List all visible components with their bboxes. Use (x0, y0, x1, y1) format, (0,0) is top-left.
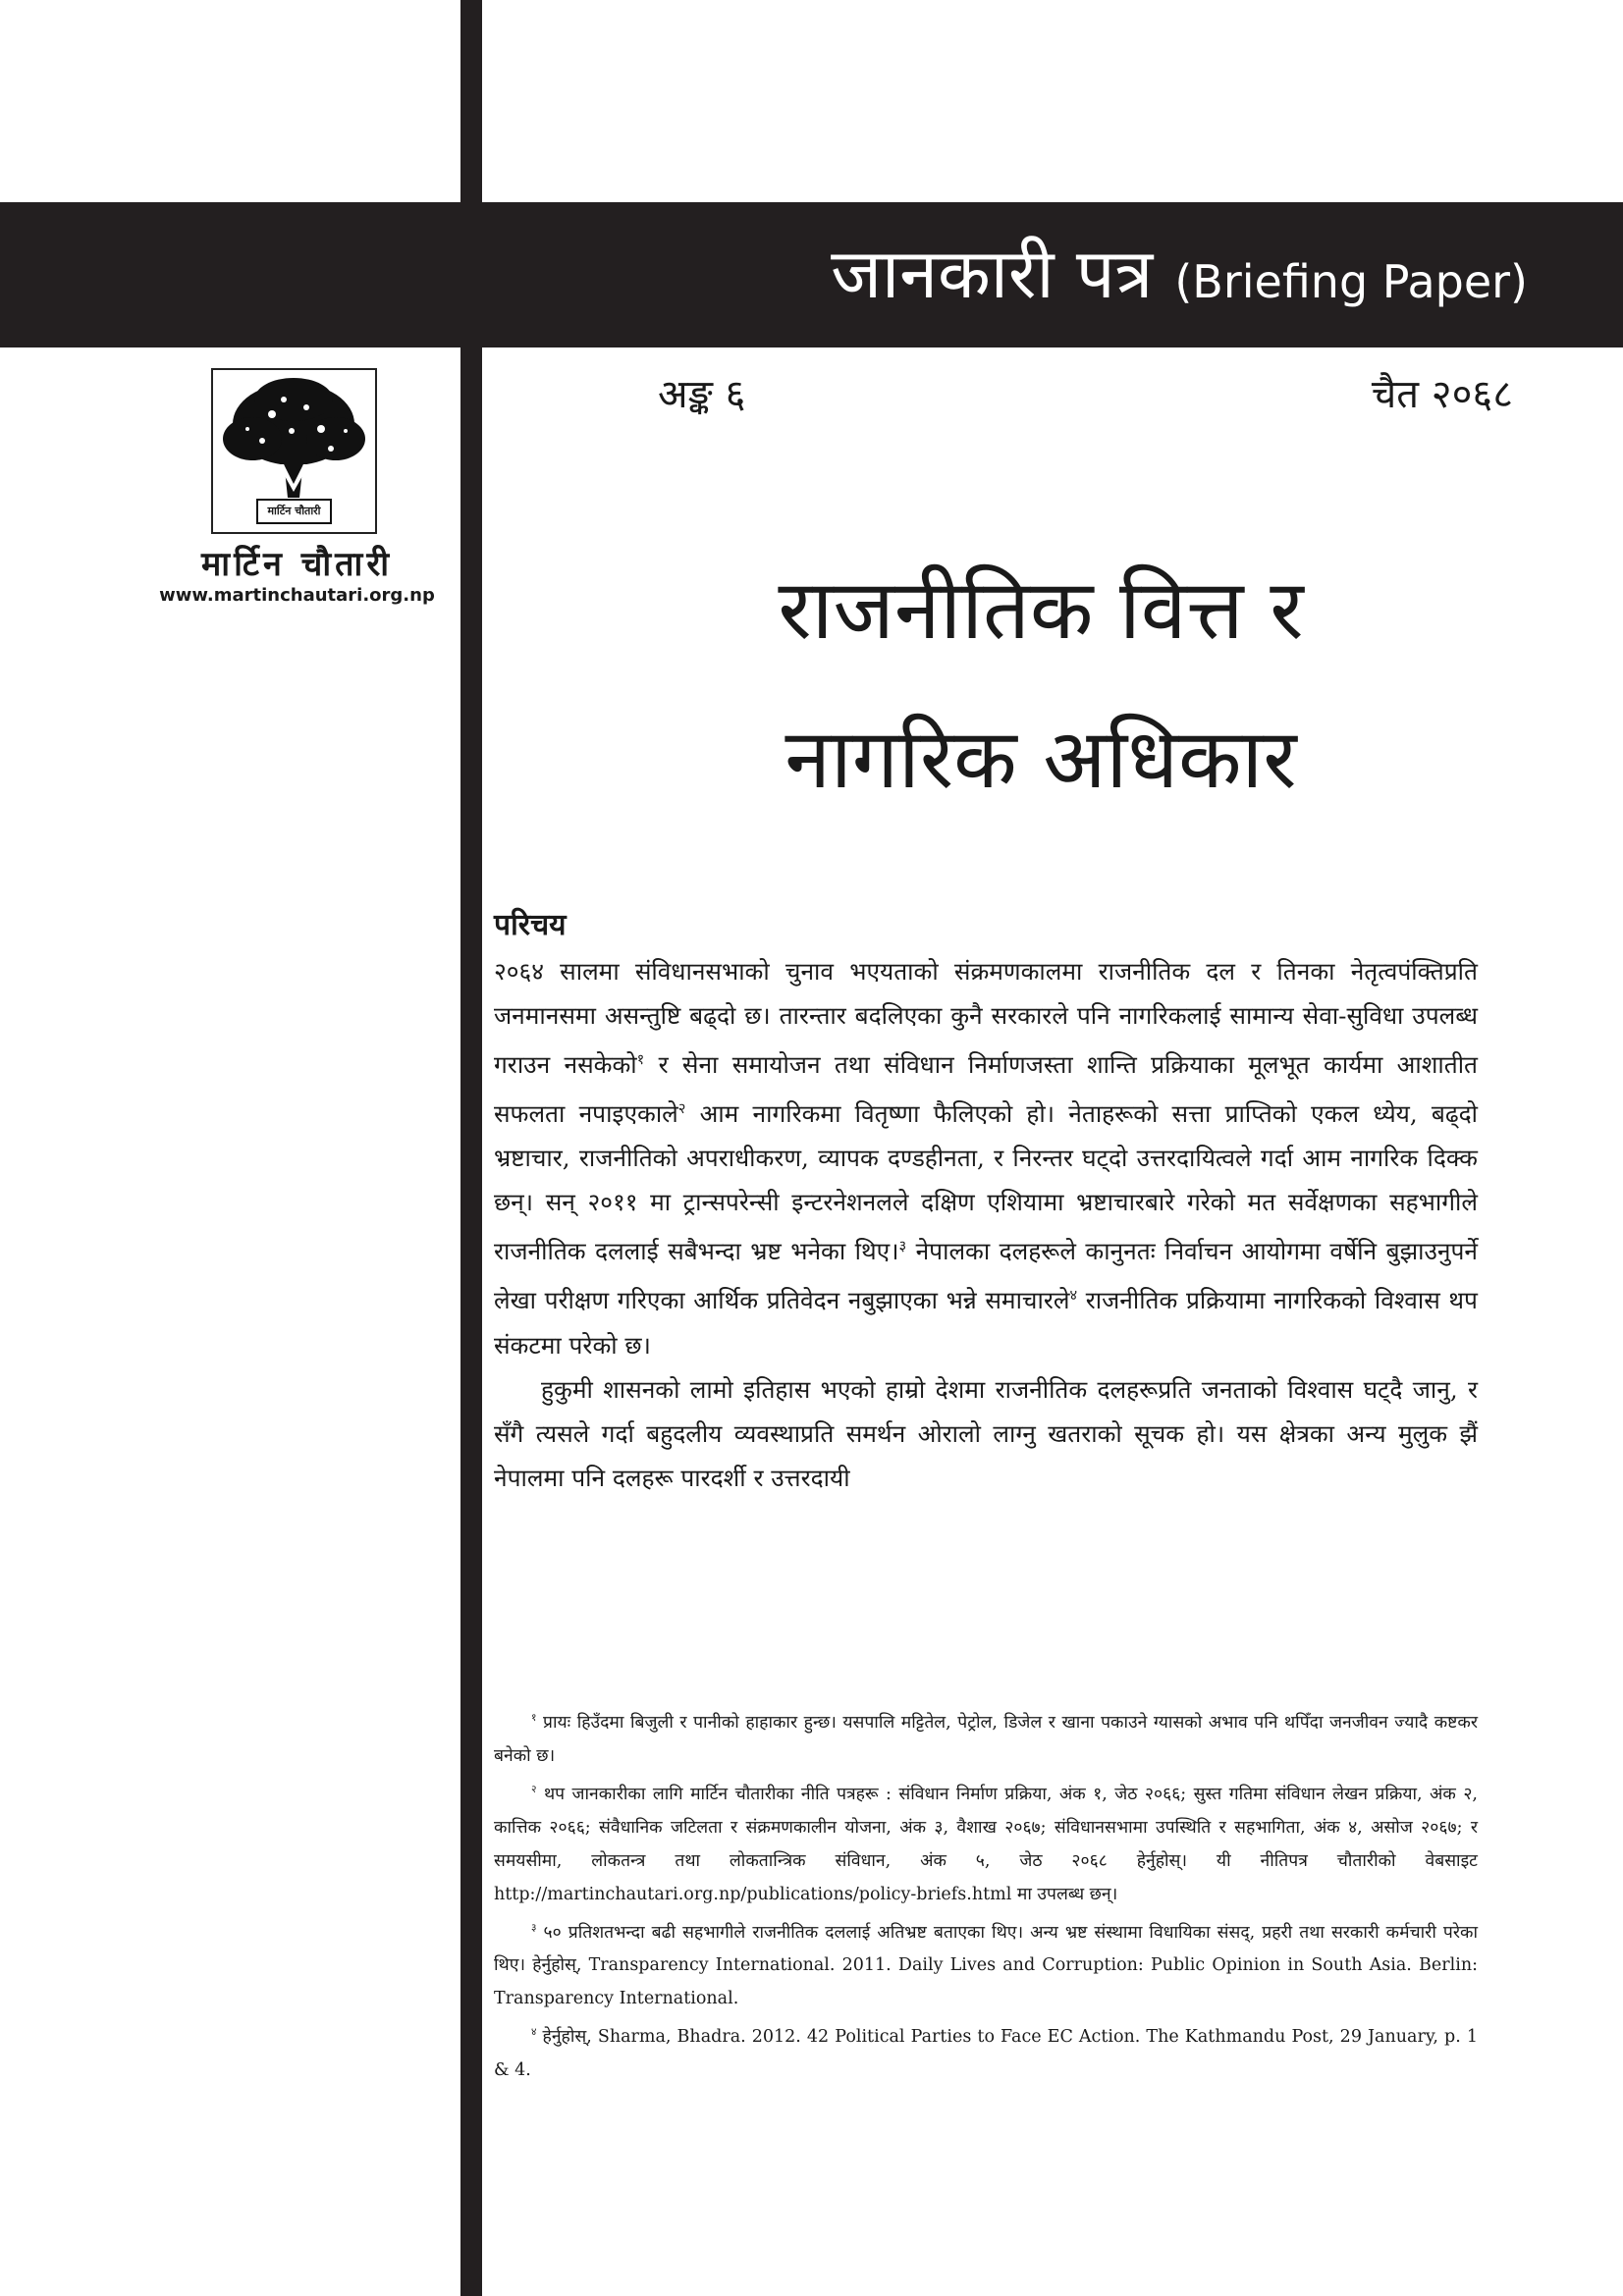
martin-chautari-logo (211, 368, 377, 534)
footnotes (494, 1701, 1478, 2087)
title-line-1: राजनीतिक वित्त र (778, 561, 1304, 658)
title-line-2: नागरिक अधिकार (784, 711, 1297, 807)
banner-title-english: (Briefing Paper) (1174, 255, 1528, 308)
footnote: $^४$ हेर्नुहोस्, Sharma, Bhadra. 2012. 42 Political Parties to Face EC Action. The Kathmandu Post, 29 January, p. 1 & 4. (494, 2026, 1478, 2081)
org-website: www.martinchautari.org.np (159, 585, 435, 606)
footnote-number: २ (531, 1783, 537, 1795)
intro-paragraph-1: २०६४ सालमा संविधानसभाको चुनाव भएयताको संक्रमणकालमा राजनीतिक दल र तिनका नेतृत्वपंक्तिप्रति जनमानसमा असन्तुष्टि बढ्दो छ। तारन्तार बदलिएका कुनै सरकारले पनि नागरिकलाई सामान्य सेवा-सुविधा उपलब्ध गराउन नसकेको$^१$ र सेना समायोजन तथा संविधान निर्माणजस्ता शान्ति प्रक्रियाका मूलभूत कार्यमा आशातीत सफलता नपाइएकाले$^२$ आम नागरिकमा वितृष्णा फैलिएको हो। नेताहरूको सत्ता प्राप्तिको एकल ध्येय, बढ्दो भ्रष्टाचार, राजनीतिको अपराधीकरण, व्यापक दण्डहीनता, र निरन्तर घट्दो उत्तरदायित्वले गर्दा आम नागरिक दिक्क छन्। सन् २०११ मा ट्रान्सपरेन्सी इन्टरनेशनलले दक्षिण एशियामा भ्रष्टाचारबारे गरेको मत सर्वेक्षणका सहभागीले राजनीतिक दललाई सबैभन्दा भ्रष्ट भनेका थिए।$^३$ नेपालका दलहरूले कानुनतः निर्वाचन आयोगमा वर्षेनि बुझाउनुपर्ने लेखा परीक्षण गरिएका आर्थिक प्रतिवेदन नबुझाएका भन्ने समाचारले$^४$ राजनीतिक प्रक्रियामा नागरिकको विश्वास थप संकटमा परेको छ। (494, 957, 1479, 1360)
intro-paragraph-2: हुकुमी शासनको लामो इतिहास भएको हाम्रो देशमा राजनीतिक दलहरूप्रति जनताको विश्वास घट्दै जानु, र सँगै त्यसले गर्दा बहुदलीय व्यवस्थाप्रति समर्थन ओरालो लाग्नु खतराको सूचक हो। यस क्षेत्रका अन्य मुलुक झैं नेपालमा पनि दलहरू पारदर्शी र उत्तरदायी (494, 1374, 1478, 1492)
footnote-ref-1: १ (636, 1051, 645, 1068)
footnote-ref-3: ३ (898, 1238, 907, 1255)
section-heading: परिचय (494, 908, 567, 942)
issue-date: चैत २०६८ (1371, 372, 1513, 417)
footnote-number: १ (531, 1712, 537, 1724)
footnote-number: ४ (531, 2026, 537, 2039)
banner-title (831, 224, 1528, 318)
footnote: $^३$ ५० प्रतिशतभन्दा बढी सहभागीले राजनीतिक दललाई अतिभ्रष्ट बताएका थिए। अन्य भ्रष्ट संस्थामा विधायिका संसद्, प्रहरी तथा सरकारी कर्मचारी परेका थिए। हेर्नुहोस्, Transparency International. 2011. Daily Lives and Corruption: Public Opinion in South Asia. Berlin: Transparency International. (494, 1921, 1478, 2009)
issue-number: अङ्क ६ (658, 372, 746, 417)
footnote-number: ३ (531, 1921, 537, 1934)
logo-caption: मार्टिन चौतारी (267, 505, 321, 517)
banner-title-nepali: जानकारी पत्र (831, 234, 1154, 314)
footnote-ref-4: ४ (1069, 1287, 1078, 1305)
document-title (550, 535, 1532, 833)
vertical-divider-bar (460, 0, 482, 2296)
footnote-ref-2: २ (677, 1100, 686, 1118)
footnote: $^१$ प्रायः हिउँदमा बिजुली र पानीको हाहाकार हुन्छ। यसपालि मट्टितेल, पेट्रोल, डिजेल र खाना पकाउने ग्यासको अभाव पनि थपिँदा जनजीवन ज्यादै कष्टकर बनेको छ। (494, 1712, 1478, 1766)
footnote: $^२$ थप जानकारीका लागि मार्टिन चौतारीका नीति पत्रहरू : संविधान निर्माण प्रक्रिया, अंक १, जेठ २०६६; सुस्त गतिमा संविधान लेखन प्रक्रिया, अंक २, कात्तिक २०६६; संवैधानिक जटिलता र संक्रमणकालीन योजना, अंक ३, वैशाख २०६७; संविधानसभामा उपस्थिति र सहभागिता, अंक ४, असोज २०६७; र समयसीमा, लोकतन्त्र तथा लोकतान्त्रिक संविधान, अंक ५, जेठ २०६८ हेर्नुहोस्। यी नीतिपत्र चौतारीको वेबसाइट http://martinchautari.org.np/publications/policy-briefs.html मा उपलब्ध छन्। (494, 1783, 1478, 1904)
intro-section (494, 903, 1478, 1500)
org-name: मार्टिन चौतारी (200, 545, 394, 584)
header-band-left (0, 202, 460, 347)
